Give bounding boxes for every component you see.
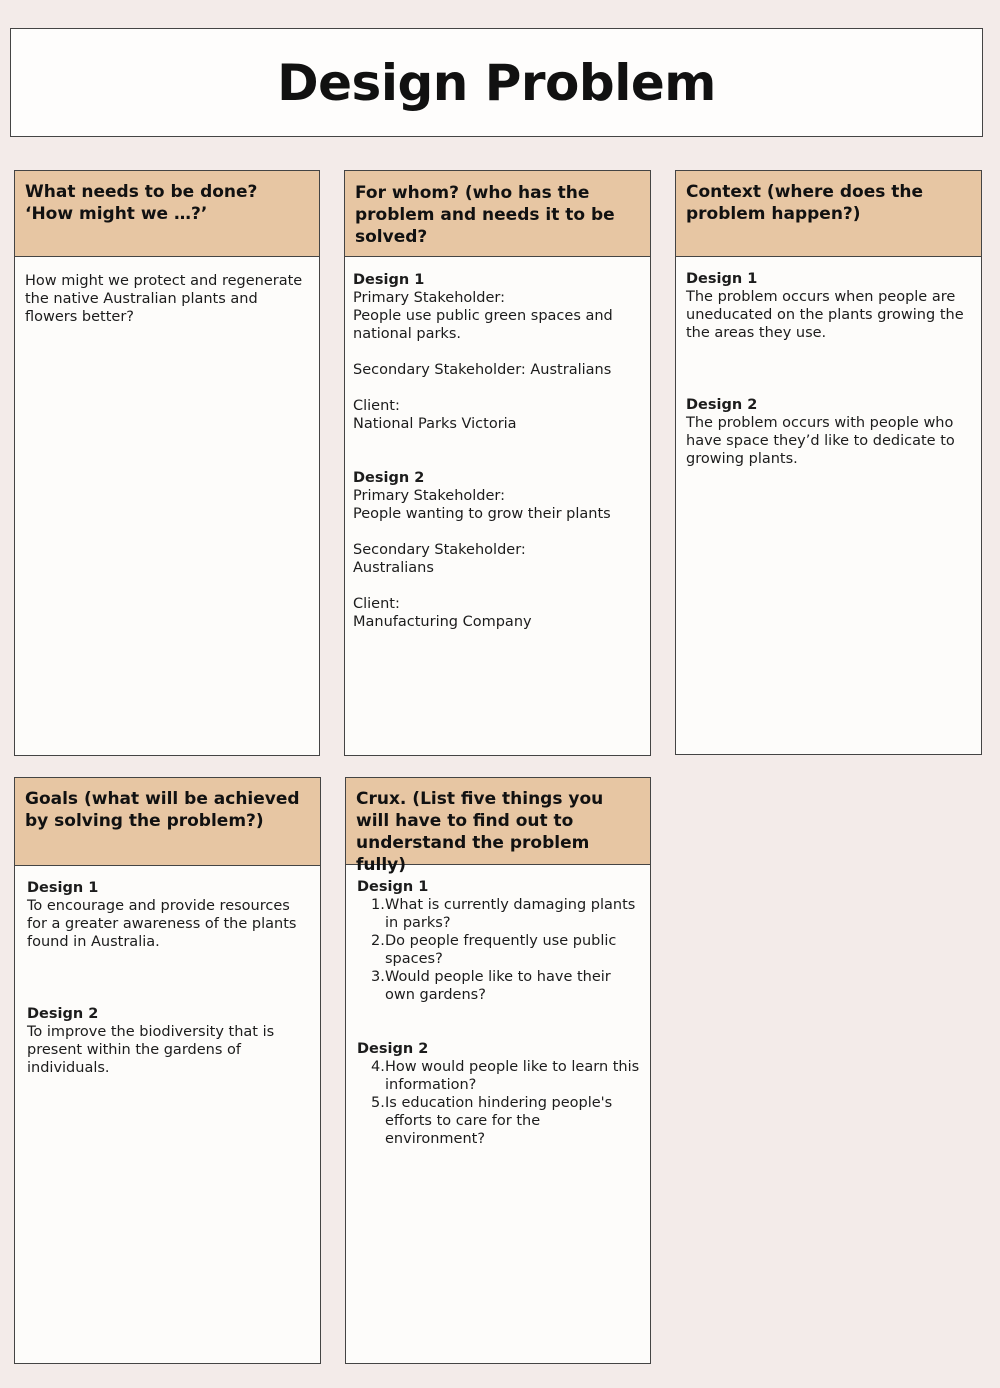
- primary-value: People use public green spaces and national parks.: [353, 308, 613, 342]
- crux-list-design-2: [357, 1058, 640, 1148]
- card-heading: What needs to be done? ‘How might we …?’: [15, 171, 319, 257]
- card-body: [15, 866, 320, 1077]
- client-label: Client:: [353, 398, 400, 414]
- secondary-value: Australians: [353, 560, 434, 576]
- page-title: Design Problem: [277, 53, 716, 112]
- client-value: Manufacturing Company: [353, 614, 532, 630]
- list-item: [357, 932, 640, 968]
- item-text: How would people like to learn this information?: [385, 1059, 640, 1093]
- design-1-label: Design 1: [357, 879, 429, 895]
- card-for-whom: [344, 170, 651, 756]
- design-1-label: Design 1: [27, 880, 99, 896]
- card-context: [675, 170, 982, 755]
- card-heading: For whom? (who has the problem and needs it to be solved?: [345, 171, 650, 257]
- hmw-text: How might we protect and regenerate the native Australian plants and flowers better?: [25, 273, 303, 325]
- design-1-text: To encourage and provide resources for a greater awareness of the plants found in Australia.: [27, 898, 297, 950]
- card-heading: Goals (what will be achieved by solving the problem?): [15, 778, 320, 866]
- item-number: 4.: [371, 1059, 385, 1075]
- design-2-label: Design 2: [27, 1006, 99, 1022]
- design-1-text: The problem occurs when people are uneducated on the plants growing the the areas they use.: [686, 289, 964, 341]
- design-2-text: To improve the biodiversity that is present within the gardens of individuals.: [27, 1024, 275, 1076]
- design-2-label: Design 2: [353, 470, 425, 486]
- card-body: [15, 257, 319, 326]
- secondary-text: Secondary Stakeholder: Australians: [353, 362, 612, 378]
- design-2-label: Design 2: [686, 397, 758, 413]
- item-text: Is education hindering people's efforts to care for the environment?: [385, 1095, 613, 1147]
- primary-label: Primary Stakeholder:: [353, 290, 506, 306]
- list-item: [357, 1058, 640, 1094]
- item-number: 3.: [371, 969, 385, 985]
- item-text: Do people frequently use public spaces?: [385, 933, 617, 967]
- item-text: Would people like to have their own gardens?: [385, 969, 611, 1003]
- card-body: [346, 865, 650, 1148]
- design-2-label: Design 2: [357, 1041, 429, 1057]
- primary-label: Primary Stakeholder:: [353, 488, 506, 504]
- client-label: Client:: [353, 596, 400, 612]
- design-1-label: Design 1: [686, 271, 758, 287]
- item-number: 2.: [371, 933, 385, 949]
- card-body: [676, 257, 981, 468]
- list-item: [357, 1094, 640, 1148]
- item-text: What is currently damaging plants in parks?: [385, 897, 636, 931]
- title-box: [10, 28, 983, 137]
- card-body: [345, 257, 650, 631]
- list-item: [357, 896, 640, 932]
- item-number: 5.: [371, 1095, 385, 1111]
- crux-list-design-1: [357, 896, 640, 1004]
- design-2-text: The problem occurs with people who have space they’d like to dedicate to growing plants.: [686, 415, 955, 467]
- client-value: National Parks Victoria: [353, 416, 517, 432]
- card-heading: Crux. (List five things you will have to find out to understand the problem fully): [346, 778, 650, 865]
- card-crux: [345, 777, 651, 1364]
- list-item: [357, 968, 640, 1004]
- design-1-label: Design 1: [353, 272, 425, 288]
- primary-value: People wanting to grow their plants: [353, 506, 611, 522]
- card-heading: Context (where does the problem happen?): [676, 171, 981, 257]
- item-number: 1.: [371, 897, 385, 913]
- secondary-label: Secondary Stakeholder:: [353, 542, 526, 558]
- card-goals: [14, 777, 321, 1364]
- card-what-needs-to-be-done: [14, 170, 320, 756]
